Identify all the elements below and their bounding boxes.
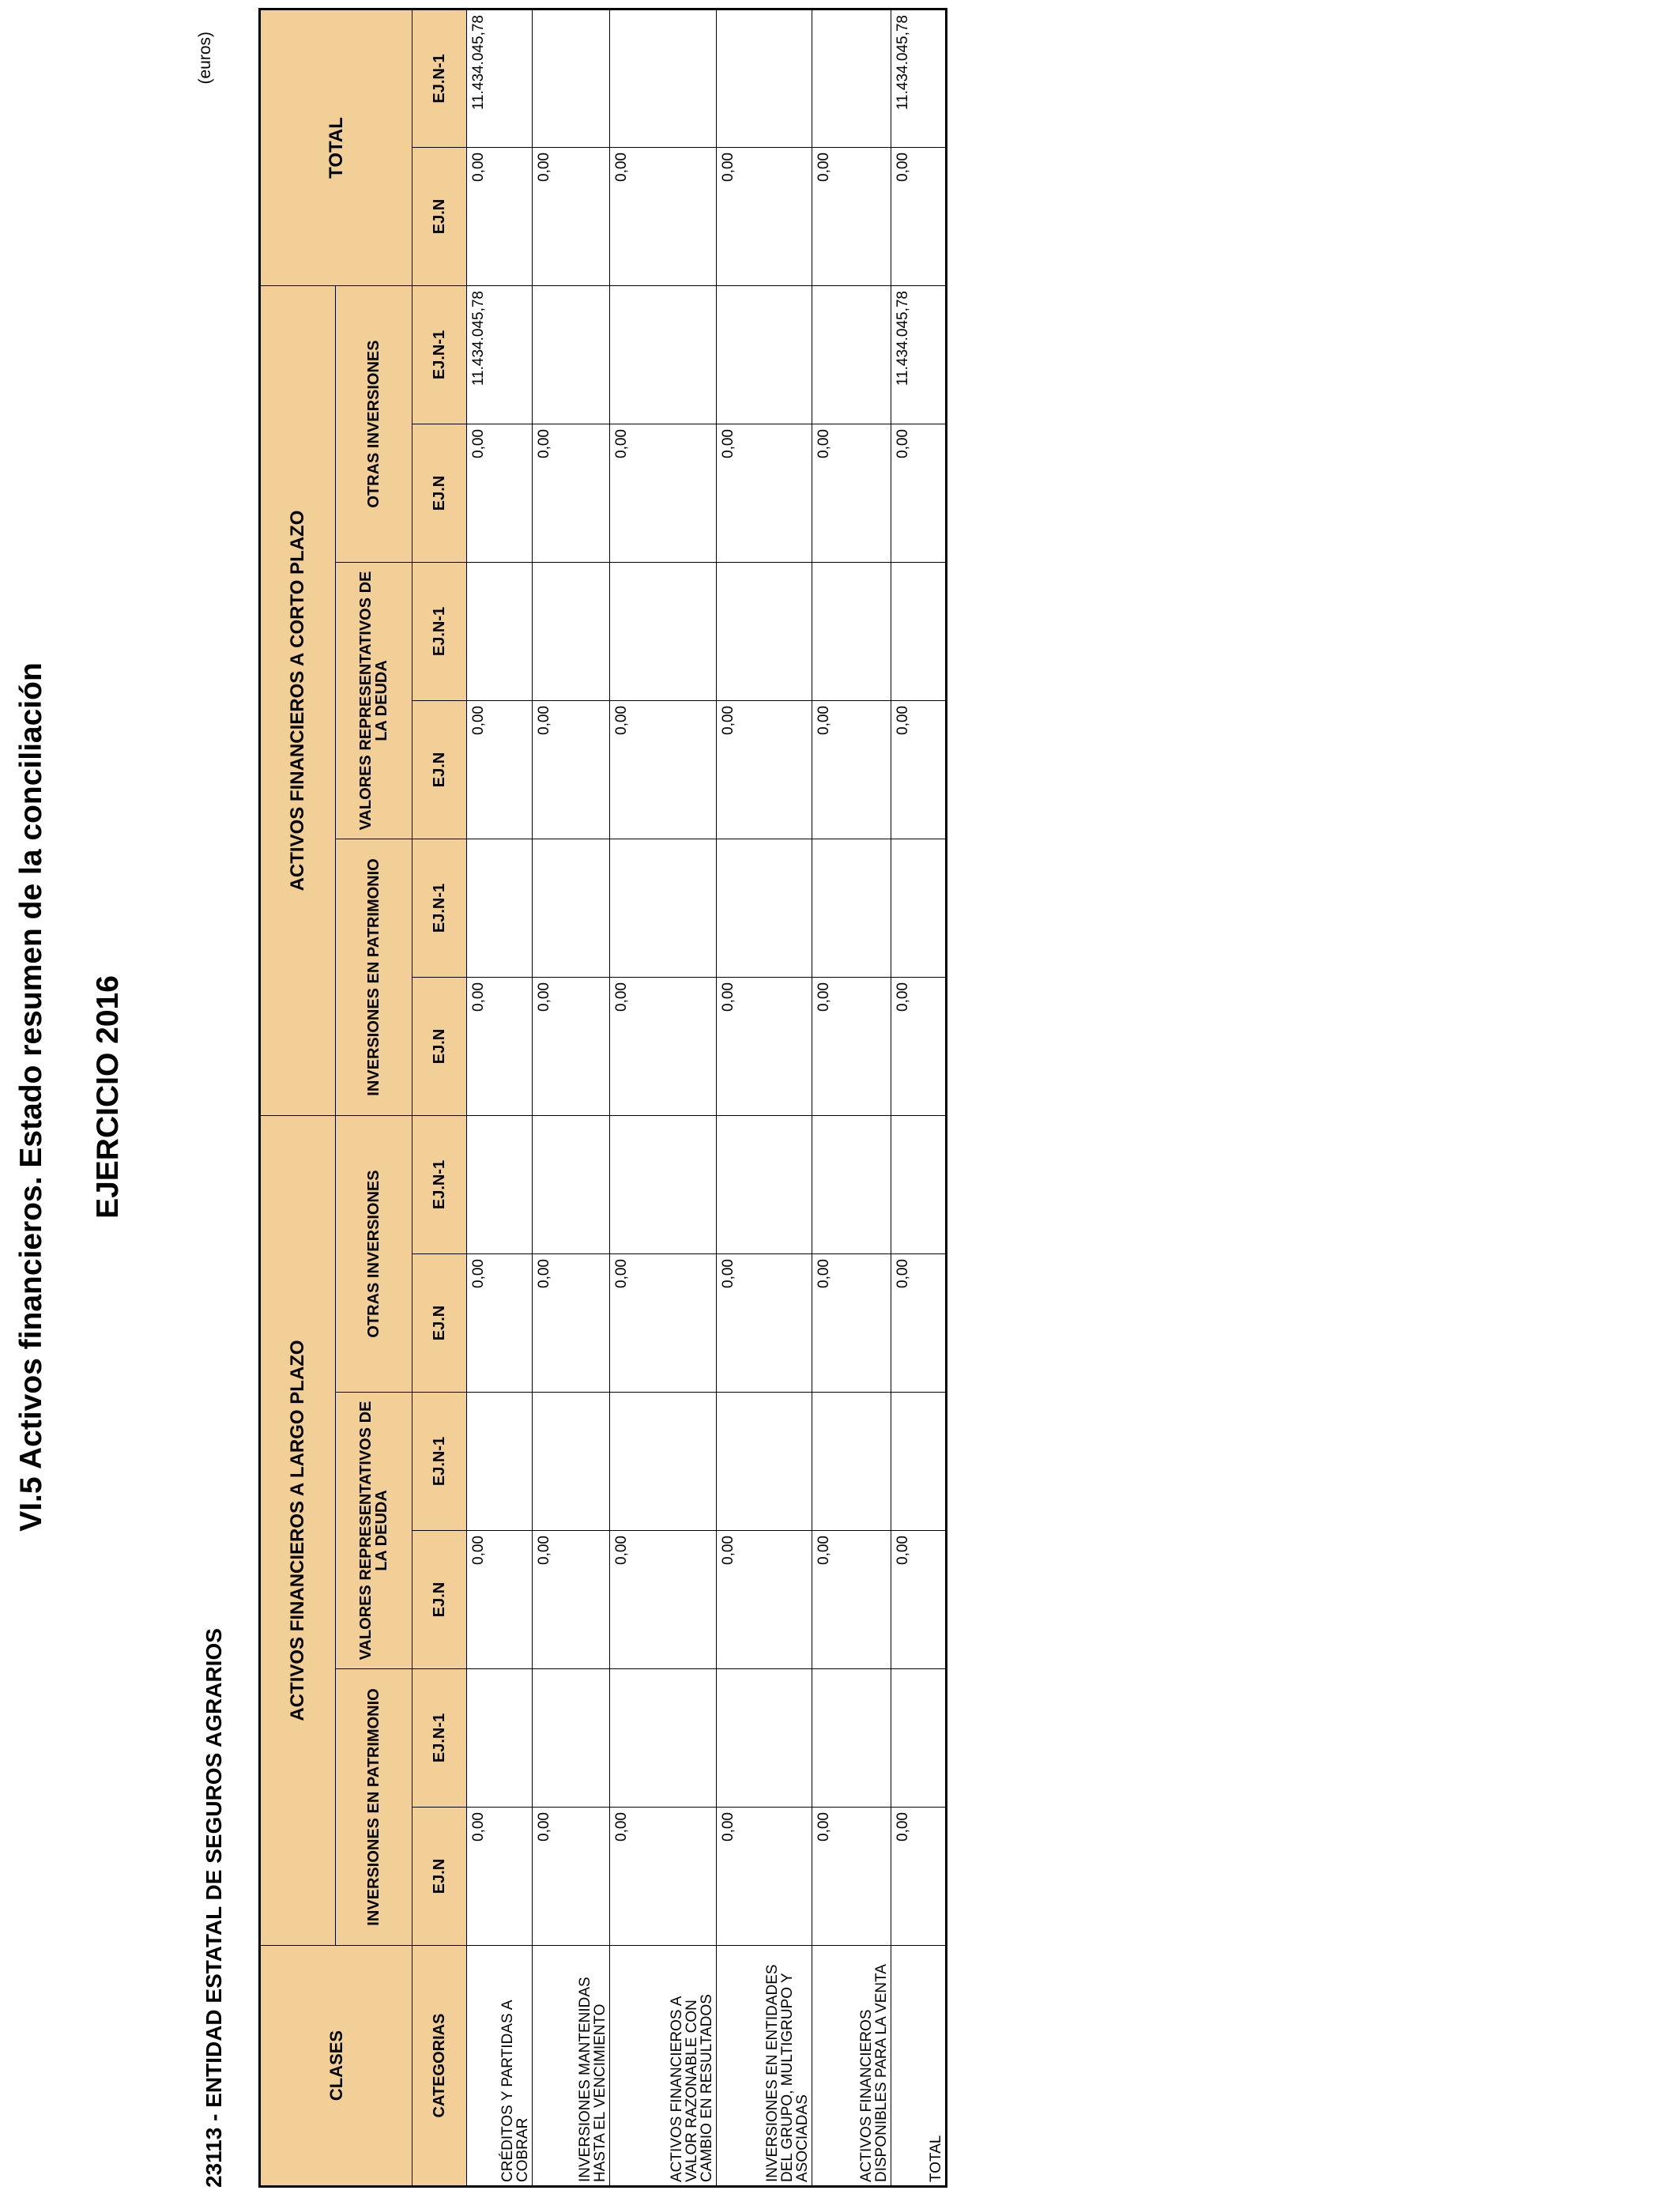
value-cell: 0,00	[533, 424, 610, 563]
row-category: ACTIVOS FINANCIEROS DISPONIBLES PARA LA VENTA	[812, 1946, 891, 2187]
value-cell: 0,00	[610, 1254, 717, 1393]
value-cell: 0,00	[717, 1531, 812, 1669]
period-header: EJ.N-1	[412, 1393, 467, 1531]
exercise-title: EJERCICIO 2016	[91, 975, 125, 1219]
value-cell: 0,00	[467, 978, 533, 1116]
period-header: EJ.N-1	[412, 563, 467, 701]
value-cell: 0,00	[610, 978, 717, 1116]
table-row	[467, 9, 533, 2187]
value-cell	[610, 1669, 717, 1808]
value-cell	[812, 1393, 891, 1531]
table-row-total	[891, 9, 947, 2187]
table-row	[717, 9, 812, 2187]
value-cell: 11.434.045,78	[467, 9, 533, 148]
value-cell	[717, 563, 812, 701]
period-header: EJ.N	[412, 1531, 467, 1669]
value-cell	[533, 1669, 610, 1808]
value-cell: 0,00	[610, 1808, 717, 1946]
value-cell	[610, 1393, 717, 1531]
header-clases: CLASES	[260, 1946, 412, 2187]
value-cell	[891, 1669, 947, 1808]
header-categorias: CATEGORIAS	[412, 1946, 467, 2187]
value-cell	[717, 1669, 812, 1808]
value-cell	[610, 563, 717, 701]
value-cell: 0,00	[891, 148, 947, 286]
value-cell	[533, 563, 610, 701]
value-cell: 0,00	[812, 1254, 891, 1393]
header-largo-plazo: ACTIVOS FINANCIEROS A LARGO PLAZO	[260, 1116, 336, 1946]
value-cell	[891, 1116, 947, 1254]
value-cell	[812, 1669, 891, 1808]
period-header: EJ.N-1	[412, 839, 467, 978]
value-cell	[812, 1116, 891, 1254]
period-header: EJ.N-1	[412, 1116, 467, 1254]
period-header: EJ.N-1	[412, 1669, 467, 1808]
row-category: CRÉDITOS Y PARTIDAS A COBRAR	[467, 1946, 533, 2187]
value-cell: 0,00	[610, 1531, 717, 1669]
value-cell: 0,00	[533, 148, 610, 286]
value-cell: 0,00	[610, 424, 717, 563]
entity-name: 23113 - ENTIDAD ESTATAL DE SEGUROS AGRARIOS	[202, 1628, 226, 2188]
header-cp-valores: VALORES REPRESENTATIVOS DE LA DEUDA	[336, 563, 412, 839]
row-category: TOTAL	[891, 1946, 947, 2187]
reconciliation-table	[258, 8, 947, 2188]
value-cell: 0,00	[533, 978, 610, 1116]
value-cell: 0,00	[533, 1808, 610, 1946]
value-cell	[533, 1393, 610, 1531]
value-cell	[467, 1393, 533, 1531]
value-cell	[610, 286, 717, 424]
value-cell: 0,00	[812, 1808, 891, 1946]
value-cell: 0,00	[467, 148, 533, 286]
value-cell: 0,00	[610, 701, 717, 839]
value-cell	[610, 9, 717, 148]
value-cell: 0,00	[891, 424, 947, 563]
value-cell: 0,00	[812, 701, 891, 839]
value-cell: 11.434.045,78	[891, 286, 947, 424]
header-corto-plazo: ACTIVOS FINANCIEROS A CORTO PLAZO	[260, 286, 336, 1116]
value-cell	[467, 563, 533, 701]
value-cell	[891, 1393, 947, 1531]
value-cell: 0,00	[717, 978, 812, 1116]
value-cell: 0,00	[891, 1808, 947, 1946]
value-cell: 0,00	[610, 148, 717, 286]
value-cell	[717, 1116, 812, 1254]
value-cell: 0,00	[533, 1254, 610, 1393]
header-total: TOTAL	[260, 9, 412, 286]
value-cell	[891, 839, 947, 978]
value-cell: 0,00	[891, 1254, 947, 1393]
header-cp-patrimonio: INVERSIONES EN PATRIMONIO	[336, 839, 412, 1116]
units-label: (euros)	[196, 32, 214, 85]
value-cell	[717, 839, 812, 978]
table-row	[533, 9, 610, 2187]
period-header: EJ.N	[412, 424, 467, 563]
value-cell	[812, 286, 891, 424]
page-title: VI.5 Activos financieros. Estado resumen de la conciliación	[14, 662, 48, 1532]
table-row	[812, 9, 891, 2187]
value-cell: 0,00	[812, 148, 891, 286]
value-cell: 0,00	[467, 701, 533, 839]
value-cell: 0,00	[717, 148, 812, 286]
header-lp-patrimonio: INVERSIONES EN PATRIMONIO	[336, 1669, 412, 1946]
header-cp-otras: OTRAS INVERSIONES	[336, 286, 412, 563]
value-cell	[533, 9, 610, 148]
row-category: INVERSIONES EN ENTIDADES DEL GRUPO, MULTIGRUPO Y ASOCIADAS	[717, 1946, 812, 2187]
period-header: EJ.N-1	[412, 286, 467, 424]
value-cell	[891, 563, 947, 701]
header-lp-otras: OTRAS INVERSIONES	[336, 1116, 412, 1393]
value-cell	[717, 9, 812, 148]
period-header: EJ.N	[412, 1808, 467, 1946]
value-cell	[812, 839, 891, 978]
value-cell: 0,00	[717, 701, 812, 839]
value-cell: 0,00	[467, 1808, 533, 1946]
value-cell	[467, 839, 533, 978]
period-header: EJ.N	[412, 978, 467, 1116]
value-cell: 0,00	[467, 424, 533, 563]
value-cell: 0,00	[467, 1254, 533, 1393]
value-cell: 0,00	[891, 978, 947, 1116]
value-cell	[717, 1393, 812, 1531]
header-lp-valores: VALORES REPRESENTATIVOS DE LA DEUDA	[336, 1393, 412, 1669]
row-category: INVERSIONES MANTENIDAS HASTA EL VENCIMIENTO	[533, 1946, 610, 2187]
value-cell: 0,00	[717, 1808, 812, 1946]
value-cell: 11.434.045,78	[891, 9, 947, 148]
value-cell: 0,00	[533, 1531, 610, 1669]
value-cell	[610, 839, 717, 978]
value-cell	[467, 1669, 533, 1808]
row-category: ACTIVOS FINANCIEROS A VALOR RAZONABLE CON CAMBIO EN RESULTADOS	[610, 1946, 717, 2187]
value-cell: 0,00	[467, 1531, 533, 1669]
value-cell: 0,00	[891, 701, 947, 839]
value-cell	[533, 286, 610, 424]
value-cell: 0,00	[891, 1531, 947, 1669]
value-cell: 0,00	[717, 1254, 812, 1393]
period-header: EJ.N	[412, 701, 467, 839]
value-cell	[812, 9, 891, 148]
value-cell	[717, 286, 812, 424]
value-cell: 0,00	[812, 424, 891, 563]
table-row	[610, 9, 717, 2187]
value-cell: 0,00	[717, 424, 812, 563]
period-header: EJ.N	[412, 148, 467, 286]
period-header: EJ.N-1	[412, 9, 467, 148]
value-cell	[533, 839, 610, 978]
value-cell	[533, 1116, 610, 1254]
value-cell: 0,00	[812, 1531, 891, 1669]
value-cell	[610, 1116, 717, 1254]
value-cell	[467, 1116, 533, 1254]
period-header: EJ.N	[412, 1254, 467, 1393]
value-cell: 0,00	[812, 978, 891, 1116]
value-cell	[812, 563, 891, 701]
value-cell: 11.434.045,78	[467, 286, 533, 424]
value-cell: 0,00	[533, 701, 610, 839]
